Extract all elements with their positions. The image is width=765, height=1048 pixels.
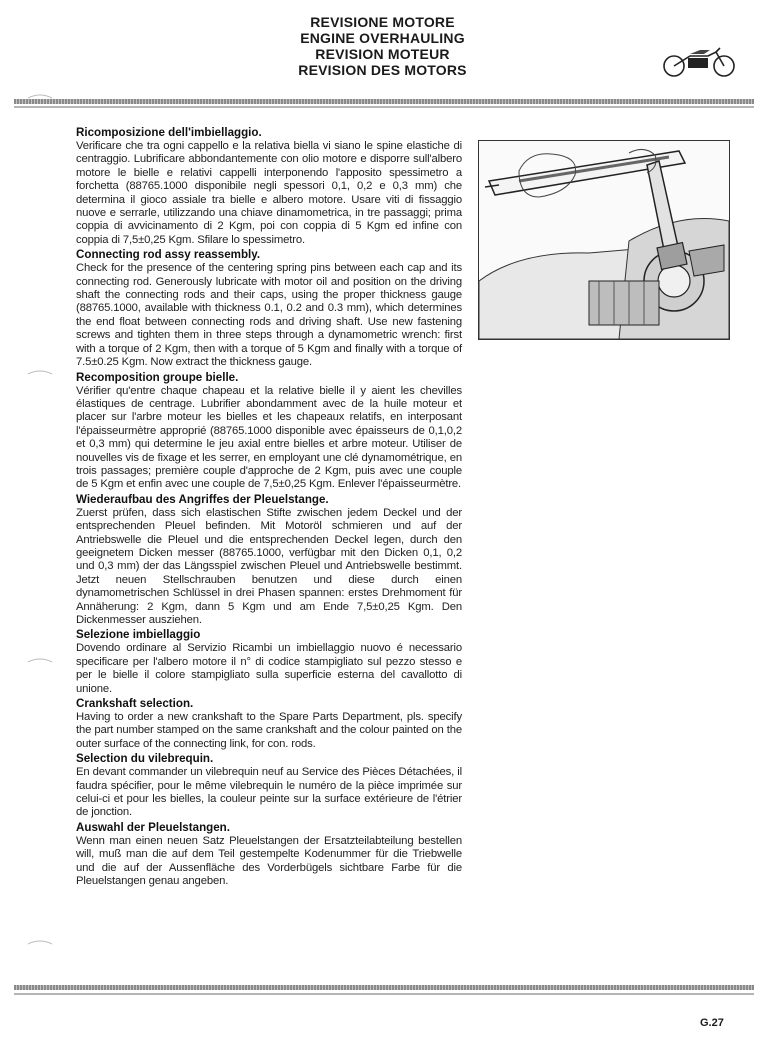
section-title: Auswahl der Pleuelstangen. [76, 820, 230, 834]
footer-divider [14, 985, 754, 990]
header-title-de: REVISION DES MOTORS [298, 62, 467, 78]
header-divider-thin [14, 106, 754, 108]
section-body: Check for the presence of the centering spring pins between each cap and its connecting rod. Generously lubricate with motor oil and position on the driving shaft the connecting rods and their caps, using the proper thickness gauge (88765.1000, available with thickness 0.1, 0.2 and 0.3 mm), which determines the end float between connecting rods and driving shaft. Use new fastening screws and tighten them in three steps through a dynamometric wrench: first with a torque of 2 Kgm, then with a torque of 5 Kgm and finally with a torque of 7.5±0.25 Kgm. Now extract the thickness gauge. [76, 262, 462, 369]
section-body: Verificare che tra ogni cappello e la relativa biella vi siano le spine elastiche di centraggio. Lubrificare abbondantemente con olio motore e disporre sull'albero motore le bielle e relativi cappelli interponendo l'apposito spessimetro a forchetta (88765.1000 disponibile negli spessori 0,1, 0,2 e 0,3 mm) che determina il gioco assiale tra bielle e albero motore. Usare viti di fissaggio nuove e serrarle, utilizzando una chiave dinamometrica, in tre passaggi; prima coppia di avvicinamento di 2 Kgm, poi con coppia di 5 Kgm ed infine con coppia di 7,5±0,25 Kgm. Sfilare lo spessimetro. [76, 140, 462, 246]
torque-wrench-engine-illustration [479, 141, 729, 339]
section-fr-reassembly [76, 371, 462, 492]
section-fr-selection [76, 752, 462, 820]
margin-mark [28, 92, 52, 100]
manual-text-column [76, 126, 462, 890]
section-title: Selection du vilebrequin. [76, 752, 214, 766]
section-title: Ricomposizione dell'imbiellaggio. [76, 126, 262, 139]
section-de-reassembly [76, 493, 462, 628]
section-it-selection [76, 628, 462, 696]
margin-mark [28, 938, 52, 946]
section-body: Vérifier qu'entre chaque chapeau et la relative bielle il y aient les chevilles élastiques de centrage. Lubrifier abondamment avec de la huile moteur et placer sur l'arbre moteur les bielles et les chapeaux relatifs, en interposant l'épaisseurmètre approprié (88765.1000 disponible avec épaisseurs de 0,1,0,2 et 0,3 mm) qui determine le jeu axial entre bielles et arbre moteur. Utiliser de nouvelles vis de fixage et les serrer, en employant une clé dynamométrique, en trois passages; première couple d'approche de 2 Kgm, puis avec une couple de 5 Kgm et enfin avec une couple de 7,5±0,25 Kgm. Enlever l'épaisseurmètre. [76, 384, 462, 491]
section-title: Selezione imbiellaggio [76, 628, 201, 642]
page-number: G.27 [700, 1017, 724, 1029]
header-title-en: ENGINE OVERHAULING [300, 30, 465, 46]
torque-wrench-figure [478, 140, 730, 340]
section-body: Dovendo ordinare al Servizio Ricambi un imbiellaggio nuovo é necessario specificare per l'albero motore il n° di codice stampigliato sul pezzo stesso e per le bielle il colore stampigliato sulla superficie esterna del cavallotto di unione. [76, 642, 462, 695]
section-body: Having to order a new crankshaft to the Spare Parts Department, pls. specify the part number stamped on the same crankshaft and the colour painted on the outer surface of the connecting link, for con. rods. [76, 711, 462, 750]
section-en-reassembly [76, 248, 462, 369]
section-de-selection [76, 821, 462, 889]
footer-divider-thin [14, 993, 754, 995]
section-title: Crankshaft selection. [76, 697, 194, 711]
header-title-it: REVISIONE MOTORE [310, 14, 455, 30]
margin-mark [28, 368, 52, 376]
section-body: En devant commander un vilebrequin neuf au Service des Pièces Détachées, il faudra spécifier, pour le même vilebrequin le numéro de la pièce imprimée sur celui-ci et pour les bielles, la couleur peinte sur la surface extérieure de l'étrier de jonction. [76, 766, 462, 819]
section-body: Zuerst prüfen, dass sich elastischen Stifte zwischen jedem Deckel und der entsprechenden Pleuel befinden. Mit Motoröl schmieren und auf der Antriebswelle die Pleuel und die entsprechenden Deckel legen, durch den geeignetem Dicken messer (88765.1000, verfügbar mit den Dicken 0,1, 0,2 und 0,3 mm) der das Längsspiel zwischen Pleuel und Antriebswelle bestimmt. Jetzt neuen Stellschrauben benutzen und diese durch einen dynamometrischen Schlüssel in drei Phasen spannen: erstes Drehmoment für Annäherung: 2 Kgm, dann 5 Kgm und am Ende 7,5±0,25 Kgm. Den Dickenmesser ausziehen. [76, 506, 462, 626]
header-divider [14, 99, 754, 104]
margin-mark [28, 656, 52, 664]
section-title: Connecting rod assy reassembly. [76, 248, 261, 262]
section-en-selection [76, 697, 462, 751]
header-title-fr: REVISION MOTEUR [315, 46, 450, 62]
section-it-reassembly [76, 126, 462, 247]
motorcycle-icon [660, 44, 740, 80]
section-title: Recomposition groupe bielle. [76, 370, 239, 384]
section-body: Wenn man einen neuen Satz Pleuelstangen der Ersatzteilabteilung bestellen will, muß man die auf dem Teil gestempelte Kodenummer für die Triebwelle und die auf der Aussenfläche des Vorderbügels sichtbare Farbe für die Pleuelstangen genau angeben. [76, 834, 462, 888]
section-title: Wiederaufbau des Angriffes der Pleuelstange. [76, 492, 329, 506]
page-header [0, 14, 765, 78]
